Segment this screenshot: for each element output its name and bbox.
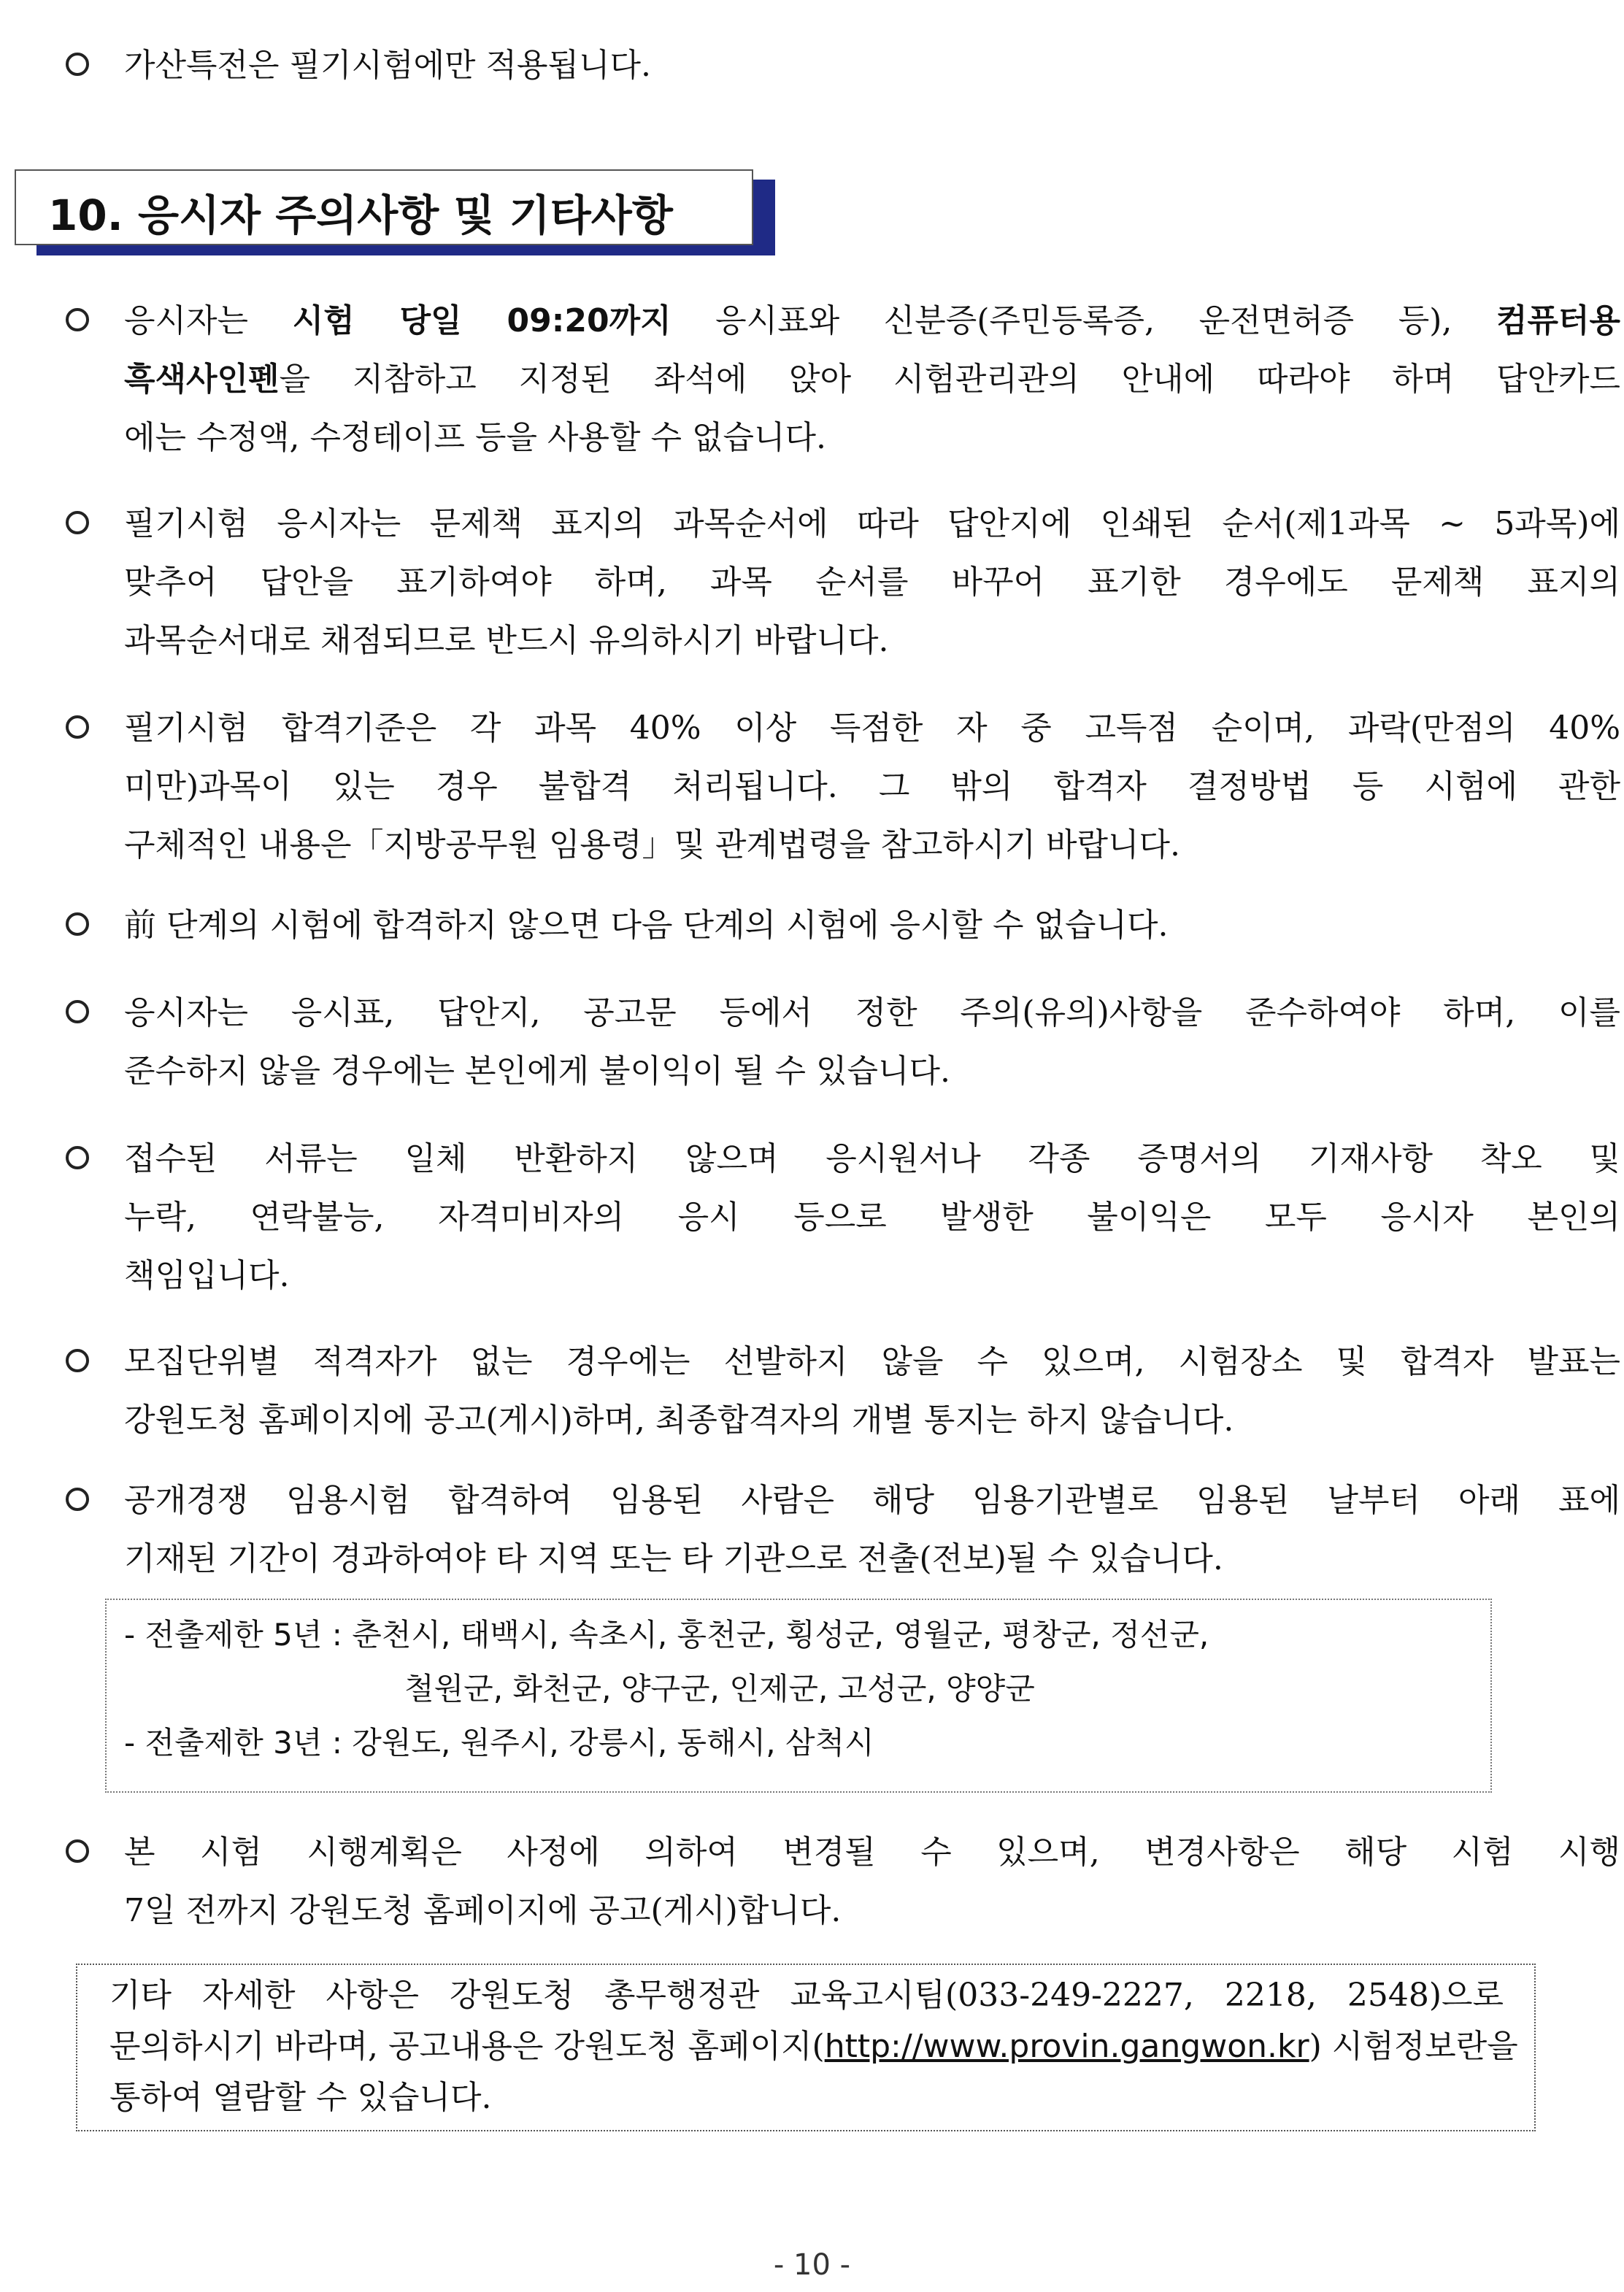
notice-2-line-2: 맞추어 답안을 표기하여야 하며, 과목 순서를 바꾸어 표기한 경우에도 문제책 표지의	[124, 564, 1620, 601]
text-span: 을 지참하고 지정된 좌석에 앉아 시험관리관의 안내에 따라야 하며 답안카드	[279, 361, 1620, 398]
notice-5-line-1: 응시자는 응시표, 답안지, 공고문 등에서 정한 주의(유의)사항을 준수하여야 하며, 이를	[124, 994, 1620, 1031]
notice-2-line-3: 과목순서대로 채점되므로 반드시 유의하시기 바랍니다.	[124, 622, 889, 659]
circle-bullet-icon	[66, 1839, 89, 1863]
page-number: - 10 -	[773, 2248, 851, 2282]
circle-bullet-icon	[66, 1146, 89, 1169]
notice-3-line-1: 필기시험 합격기준은 각 과목 40% 이상 득점한 자 중 고득점 순이며, 과락(만점의 40%	[124, 709, 1620, 747]
circle-bullet-icon	[66, 308, 89, 331]
circle-bullet-icon	[66, 1349, 89, 1372]
notice-5-line-2: 준수하지 않을 경우에는 본인에게 불이익이 될 수 있습니다.	[124, 1053, 950, 1090]
notice-8-line-1: 공개경쟁 임용시험 합격하여 임용된 사람은 해당 임용기관별로 임용된 날부터 아래 표에	[124, 1482, 1620, 1519]
notice-7-line-2: 강원도청 홈페이지에 공고(게시)하며, 최종합격자의 개별 통지는 하지 않습니다.	[124, 1401, 1234, 1439]
transfer-row-5-years: - 전출제한 5년 : 춘천시, 태백시, 속초시, 홍천군, 횡성군, 영월군, 평창군, 정선군,	[124, 1617, 1209, 1653]
notice-6-line-3: 책임입니다.	[124, 1257, 290, 1294]
notice-4-line-1: 前 단계의 시험에 합격하지 않으면 다음 단계의 시험에 응시할 수 없습니다.	[124, 907, 1169, 944]
notice-3-line-3: 구체적인 내용은「지방공무원 임용령」및 관계법령을 참고하시기 바랍니다.	[124, 826, 1181, 864]
text-span: 응시자는	[124, 302, 293, 339]
text-span: ) 시험정보란을	[1309, 2028, 1518, 2065]
contact-line-2	[109, 2026, 1518, 2067]
notice-9-line-1: 본 시험 시행계획은 사정에 의하여 변경될 수 있으며, 변경사항은 해당 시험 시행	[124, 1834, 1620, 1871]
text-span: 응시표와 신분증(주민등록증, 운전면허증 등),	[671, 302, 1496, 339]
section-title: 10. 응시자 주의사항 및 기타사항	[48, 191, 673, 240]
transfer-row-3-years: - 전출제한 3년 : 강원도, 원주시, 강릉시, 동해시, 삼척시	[124, 1725, 874, 1761]
homepage-link[interactable]: http://www.provin.gangwon.kr	[824, 2028, 1309, 2065]
exam-time-emphasis: 시험 당일 09:20까지	[292, 302, 671, 339]
notice-8-line-2: 기재된 기간이 경과하여야 타 지역 또는 타 기관으로 전출(전보)될 수 있습니다.	[124, 1540, 1223, 1577]
pen-emphasis: 컴퓨터용	[1496, 302, 1620, 339]
notice-3-line-2: 미만)과목이 있는 경우 불합격 처리됩니다. 그 밖의 합격자 결정방법 등 시험에 관한	[124, 768, 1620, 805]
notice-9-line-2: 7일 전까지 강원도청 홈페이지에 공고(게시)합니다.	[124, 1892, 842, 1929]
circle-bullet-icon	[66, 912, 89, 936]
notice-6-line-2: 누락, 연락불능, 자격미비자의 응시 등으로 발생한 불이익은 모두 응시자 본인의	[124, 1199, 1620, 1236]
intro-text: 가산특전은 필기시험에만 적용됩니다.	[124, 47, 652, 84]
circle-bullet-icon	[66, 1488, 89, 1511]
transfer-restriction-box	[105, 1599, 1492, 1793]
contact-line-3: 통하여 열람할 수 있습니다.	[109, 2079, 492, 2116]
text-span: 문의하시기 바라며, 공고내용은 강원도청 홈페이지(	[109, 2028, 825, 2065]
circle-bullet-icon	[66, 53, 89, 76]
notice-1-line-3: 에는 수정액, 수정테이프 등을 사용할 수 없습니다.	[124, 419, 826, 456]
transfer-row-5-years-cont: 철원군, 화천군, 양구군, 인제군, 고성군, 양양군	[404, 1671, 1035, 1707]
notice-1-line-2	[124, 359, 1620, 400]
notice-7-line-1: 모집단위별 적격자가 없는 경우에는 선발하지 않을 수 있으며, 시험장소 및 합격자 발표는	[124, 1343, 1620, 1380]
circle-bullet-icon	[66, 715, 89, 739]
circle-bullet-icon	[66, 1000, 89, 1023]
contact-line-1: 기타 자세한 사항은 강원도청 총무행정관 교육고시팀(033-249-2227, 2218, 2548)으로	[109, 1977, 1504, 2014]
notice-1-line-1	[124, 301, 1620, 342]
contact-info-box	[76, 1964, 1536, 2131]
circle-bullet-icon	[66, 511, 89, 534]
section-heading	[15, 169, 753, 245]
notice-2-line-1: 필기시험 응시자는 문제책 표지의 과목순서에 따라 답안지에 인쇄된 순서(제1과목 ~ 5과목)에	[124, 505, 1620, 542]
pen-emphasis-2: 흑색사인펜	[124, 361, 280, 398]
notice-6-line-1: 접수된 서류는 일체 반환하지 않으며 응시원서나 각종 증명서의 기재사항 착오 및	[124, 1140, 1620, 1177]
